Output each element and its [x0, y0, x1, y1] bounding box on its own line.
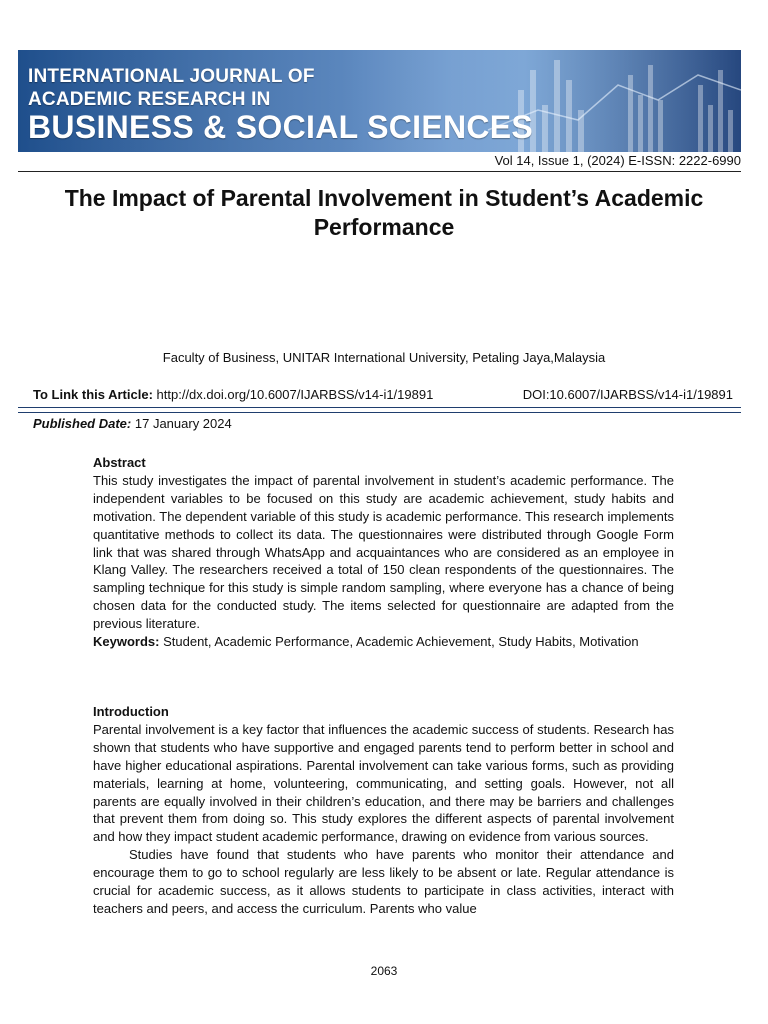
abstract-section	[93, 454, 674, 651]
abstract-text: This study investigates the impact of parental involvement in student’s academic performance. The independent variables to be focused on this study are academic achievement, study habits and motivation. The dependent variable of this study is academic performance. This research implements quantitative methods to collect its data. The questionnaires were distributed through Google Form link that was shared through WhatsApp and acquaintances who are considered as an employee in Klang Valley. The researchers received a total of 150 clean respondents of the questionnaires. The sampling technique for this study is simple random sampling, where everyone has a chance of being chosen data for the conducted study. The items selected for questionnaire are adapted from the previous literature.	[93, 472, 674, 632]
keywords-label: Keywords:	[93, 634, 160, 650]
published-date: 17 January 2024	[134, 416, 232, 431]
page-number: 2063	[370, 964, 398, 978]
keywords-list: Student, Academic Performance, Academic Achievement, Study Habits, Motivation	[163, 634, 639, 650]
journal-banner	[18, 50, 741, 152]
doi-text: DOI:10.6007/IJARBSS/v14-i1/19891	[522, 387, 733, 402]
introduction-heading: Introduction	[93, 704, 169, 719]
article-link-line	[33, 387, 733, 402]
author-affiliation: Faculty of Business, UNITAR International University, Petaling Jaya,Malaysia	[162, 350, 606, 365]
journal-name-line2: ACADEMIC RESEARCH IN	[28, 89, 271, 110]
issue-info: Vol 14, Issue 1, (2024) E-ISSN: 2222-6990	[494, 153, 741, 168]
introduction-paragraph-1: Parental involvement is a key factor that influences the academic success of students. Research has shown that students who have supportive and engaged parents tend to perform better in school and have higher educational aspirations. Parental involvement can take various forms, such as providing materials, learning at home, volunteering, communicating, and setting goals. However, not all parents are equally involved in their children’s education, and there may be barriers and challenges that prevent them from doing so. This study explores the different aspects of parental involvement and how they impact student academic performance, drawing on evidence from various sources.	[93, 721, 674, 845]
journal-name-line3: BUSINESS & SOCIAL SCIENCES	[28, 109, 534, 145]
introduction-section	[93, 703, 674, 918]
abstract-heading: Abstract	[93, 455, 146, 470]
published-date-line	[33, 416, 232, 431]
keywords-line	[93, 633, 674, 651]
header-rule	[18, 171, 741, 172]
double-rule	[18, 407, 741, 413]
article-title: The Impact of Parental Involvement in Student’s Academic Performance	[64, 185, 704, 240]
article-link[interactable]: http://dx.doi.org/10.6007/IJARBSS/v14-i1/19891	[156, 387, 434, 402]
introduction-paragraph-2: Studies have found that students who have parents who monitor their attendance and encourage them to go to school regularly are less likely to be absent or late. Regular attendance is crucial for academic success, as it allows students to participate in class activities, interact with teachers and peers, and access the curriculum. Parents who value	[93, 847, 674, 916]
journal-name-line1: INTERNATIONAL JOURNAL OF	[28, 66, 315, 87]
link-label: To Link this Article:	[33, 387, 153, 402]
published-label: Published Date:	[33, 416, 132, 431]
